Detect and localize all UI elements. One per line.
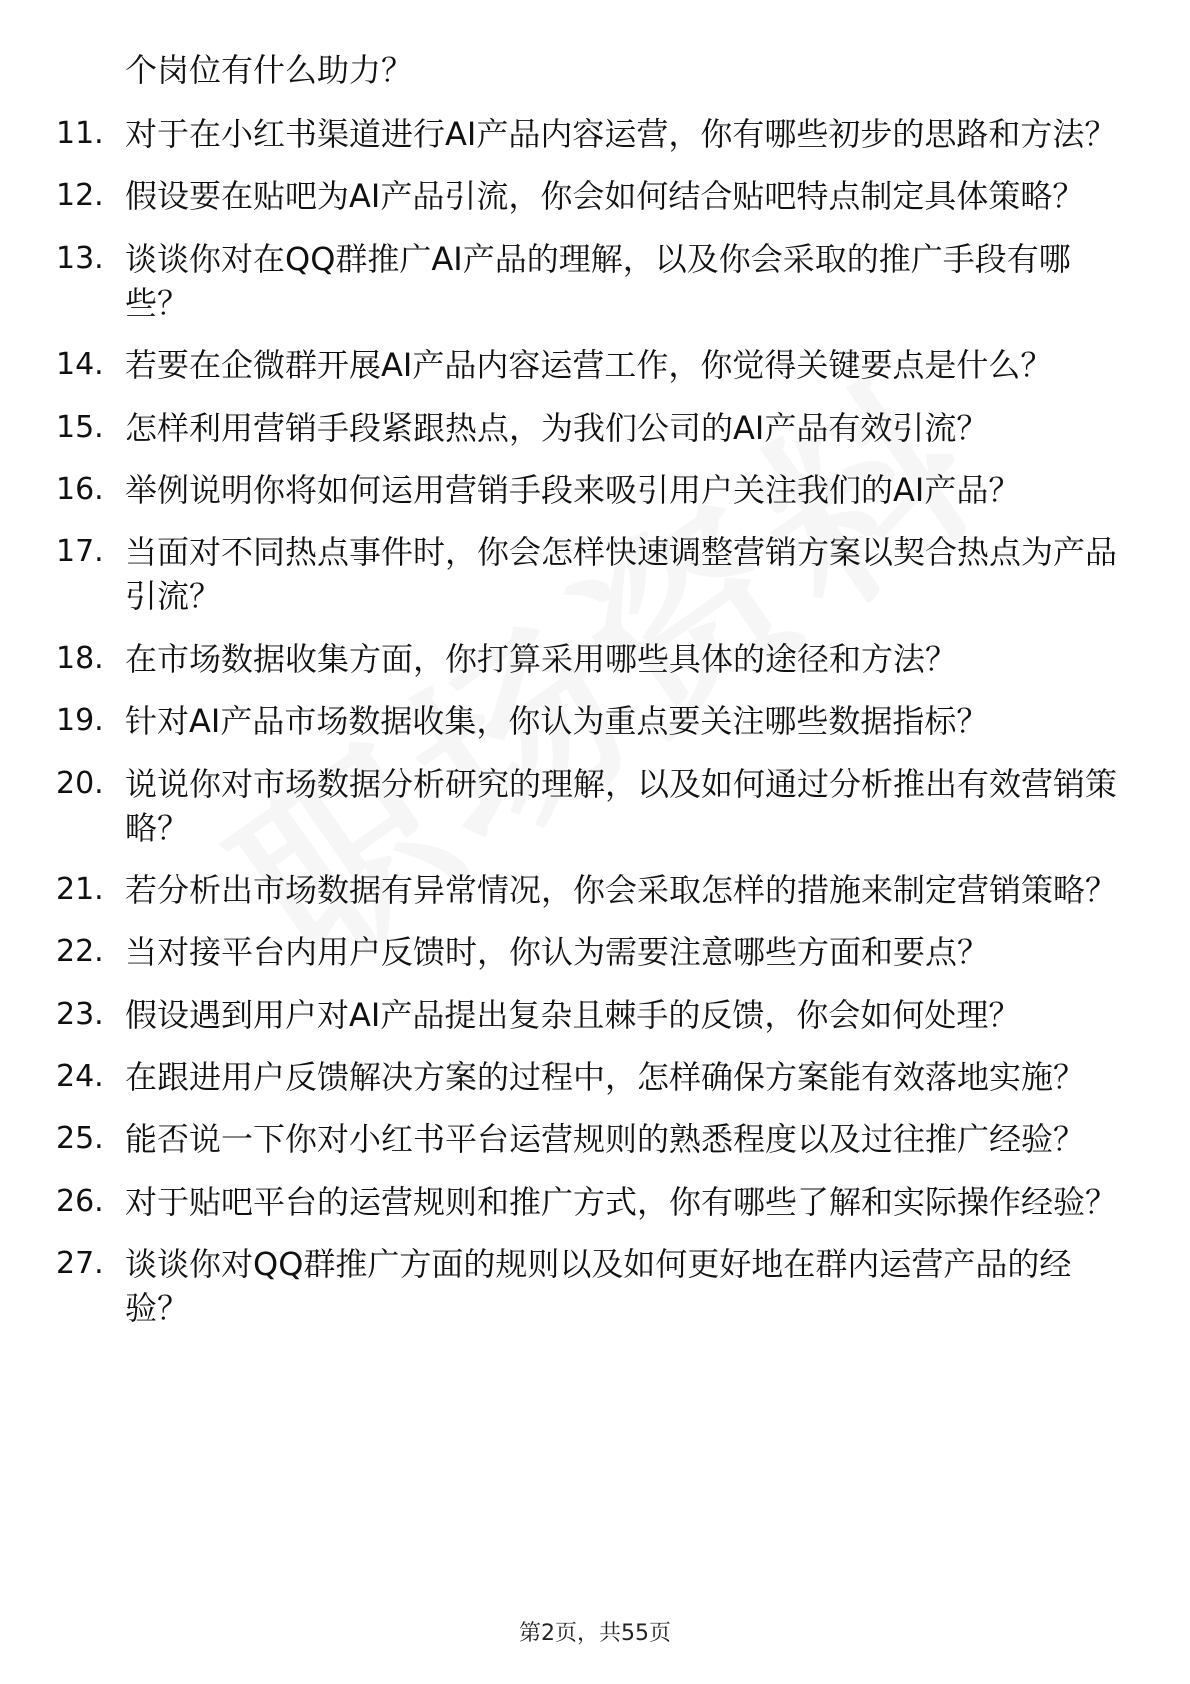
question-text: 针对AI产品市场数据收集，你认为重点要关注哪些数据指标？ [125, 702, 989, 741]
question-number: 14. [56, 347, 104, 383]
question-item [0, 699, 1190, 743]
question-number: 13. [56, 240, 104, 276]
question-number: 23. [56, 996, 104, 1032]
question-item [0, 1055, 1190, 1099]
question-item [0, 237, 1190, 325]
question-list [0, 112, 1190, 1349]
continued-question-text: 个岗位有什么助力？ [125, 51, 414, 89]
question-text: 若要在企微群开展AI产品内容运营工作，你觉得关键要点是什么？ [125, 346, 1053, 385]
question-number: 15. [56, 409, 104, 445]
question-item [0, 930, 1190, 974]
question-text: 谈谈你对在QQ群推广AI产品的理解，以及你会采取的推广手段有哪些？ [125, 239, 1071, 322]
question-item [0, 174, 1190, 218]
question-number: 17. [56, 534, 104, 570]
question-text: 谈谈你对QQ群推广方面的规则以及如何更好地在群内运营产品的经验？ [125, 1245, 1072, 1328]
question-number: 24. [56, 1059, 104, 1095]
question-item [0, 993, 1190, 1037]
page-number-footer: 第2页，共55页 [519, 1621, 671, 1646]
question-text: 对于在小红书渠道进行AI产品内容运营，你有哪些初步的思路和方法？ [125, 115, 1117, 153]
question-text: 当面对不同热点事件时，你会怎样快速调整营销方案以契合热点为产品引流？ [125, 533, 1118, 616]
question-number: 27. [56, 1246, 104, 1282]
question-text: 举例说明你将如何运用营销手段来吸引用户关注我们的AI产品？ [125, 470, 1021, 509]
question-item [0, 112, 1190, 156]
question-text: 在市场数据收集方面，你打算采用哪些具体的途径和方法？ [125, 639, 958, 678]
question-number: 25. [56, 1121, 104, 1157]
question-text: 在跟进用户反馈解决方案的过程中，怎样确保方案能有效落地实施？ [125, 1058, 1086, 1097]
question-text: 能否说一下你对小红书平台运营规则的熟悉程度以及过往推广经验？ [125, 1120, 1086, 1159]
question-number: 12. [56, 178, 104, 214]
question-number: 16. [56, 471, 104, 507]
question-number: 11. [56, 116, 104, 151]
question-item [0, 637, 1190, 681]
question-item [0, 1180, 1190, 1224]
question-number: 26. [56, 1183, 104, 1219]
question-number: 18. [56, 640, 104, 676]
question-item [0, 868, 1190, 912]
question-text: 假设遇到用户对AI产品提出复杂且棘手的反馈，你会如何处理？ [125, 995, 1021, 1034]
question-text: 怎样利用营销手段紧跟热点，为我们公司的AI产品有效引流？ [125, 408, 989, 447]
question-text: 若分析出市场数据有异常情况，你会采取怎样的措施来制定营销策略？ [125, 870, 1118, 909]
question-number: 22. [56, 934, 104, 970]
question-text: 假设要在贴吧为AI产品引流，你会如何结合贴吧特点制定具体策略？ [125, 177, 1085, 216]
question-text: 对于贴吧平台的运营规则和推广方式，你有哪些了解和实际操作经验？ [125, 1182, 1118, 1221]
question-item [0, 343, 1190, 387]
question-item [0, 530, 1190, 618]
question-item [0, 406, 1190, 450]
question-number: 19. [56, 703, 104, 739]
question-number: 21. [56, 871, 104, 907]
question-item [0, 468, 1190, 512]
question-item [0, 762, 1190, 850]
question-text: 说说你对市场数据分析研究的理解，以及如何通过分析推出有效营销策略？ [125, 764, 1118, 847]
question-number: 20. [56, 765, 104, 801]
question-item [0, 1242, 1190, 1330]
question-text: 当对接平台内用户反馈时，你认为需要注意哪些方面和要点？ [125, 933, 990, 972]
question-item [0, 1117, 1190, 1161]
